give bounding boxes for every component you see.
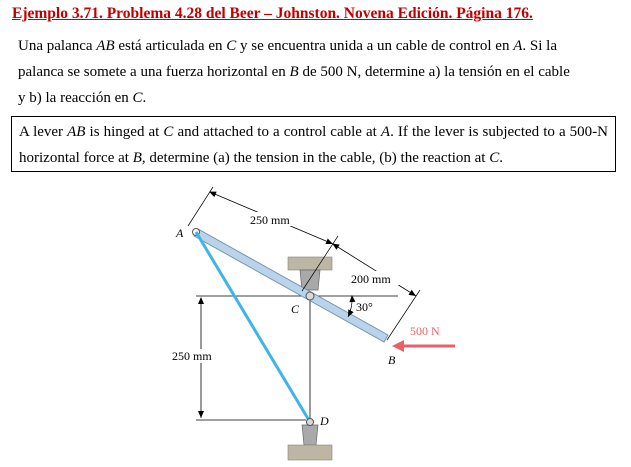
point-label-B: B	[388, 353, 396, 367]
dim-label-vertical: 250 mm	[172, 349, 212, 363]
lever-diagram	[160, 180, 460, 465]
spanish-statement: Una palanca AB está articulada en C y se encuentra unida a un cable de control en A. Si la palanca se somete a una fuerza horizontal en B de 500 N, determine a) la tensión en el cable y b) la reacción en C.	[18, 38, 570, 106]
point-label-D: D	[320, 414, 329, 428]
force-arrowhead	[392, 340, 404, 352]
top-bracket	[300, 270, 320, 290]
page-title: Ejemplo 3.71. Problema 4.28 del Beer – Johnston. Novena Edición. Página 176.	[12, 5, 533, 22]
angle-label: 30°	[356, 300, 373, 314]
dim-line-CB	[333, 244, 416, 296]
top-support	[288, 257, 332, 270]
dim-label-AC: 250 mm	[250, 213, 290, 227]
english-statement-box: A lever AB is hinged at C and attached to a control cable at A. If the lever is subjected to a 500-N horizontal force at B, determine (a) the tension in the cable, (b) the reaction at C.	[11, 116, 616, 172]
bottom-bracket	[302, 425, 318, 445]
point-label-C: C	[291, 302, 300, 316]
dim-label-CB: 200 mm	[351, 272, 391, 286]
bottom-support	[288, 445, 332, 460]
point-label-A: A	[176, 226, 184, 240]
pin-D	[307, 419, 314, 426]
force-label: 500 N	[410, 324, 440, 338]
pin-C	[306, 292, 314, 300]
